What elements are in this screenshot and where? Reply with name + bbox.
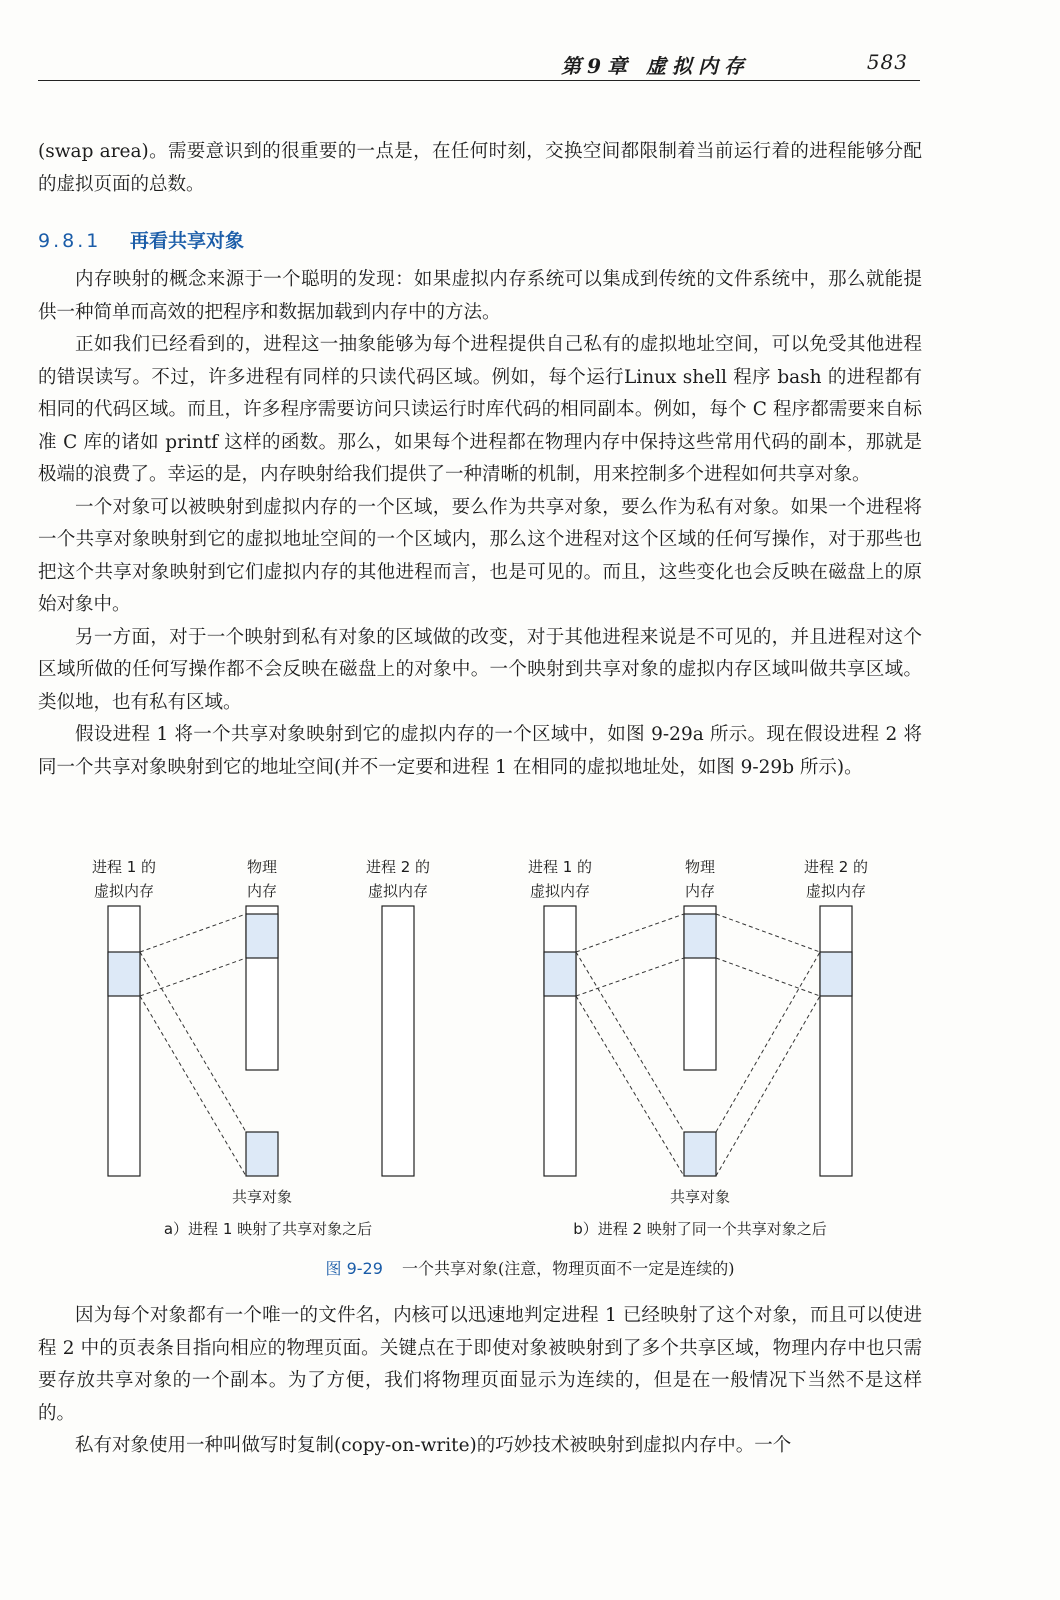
b-process2-shared-region	[820, 952, 852, 996]
body-text-before-figure	[38, 264, 922, 784]
paragraph-5: 假设进程 1 将一个共享对象映射到它的虚拟内存的一个区域中，如图 9-29a 所示。现在假设进程 2 将同一个共享对象映射到它的地址空间(并不一定要和进程 1 在相同的虚拟地址处，如图 9-29b 所示)。	[38, 724, 922, 778]
body-text-after-figure	[38, 1300, 922, 1463]
top-paragraph-block	[38, 136, 922, 201]
a-subcaption: a）进程 1 映射了共享对象之后	[163, 1220, 373, 1238]
a-p1-label-1: 进程 1 的	[91, 858, 157, 876]
b-phys-label-2: 内存	[684, 882, 716, 900]
page-number: 583	[866, 50, 908, 74]
paragraph-2: 正如我们已经看到的，进程这一抽象能够为每个进程提供自己私有的虚拟地址空间，可以免受其他进程的错误读写。不过，许多进程有同样的只读代码区域。例如，每个运行Linux shell 程序 bash 的进程都有相同的代码区域。而且，许多程序需要访问只读运行时库代码的相同副本。例如，每个 C 程序都需要来自标准 C 库的诸如 printf 这样的函数。那么，如果每个进程都在物理内存中保持这些常用代码的副本，那就是极端的浪费了。幸运的是，内存映射给我们提供了一种清晰的机制，用来控制多个进程如何共享对象。	[38, 334, 922, 485]
a-phys-label-2: 内存	[246, 882, 278, 900]
figure-caption	[0, 1256, 1060, 1279]
a-process2-vm	[382, 906, 414, 1176]
section-heading	[38, 226, 244, 253]
paragraph-3: 一个对象可以被映射到虚拟内存的一个区域，要么作为共享对象，要么作为私有对象。如果一个进程将一个共享对象映射到它的虚拟地址空间的一个区域内，那么这个进程对这个区域的任何写操作，对于那些也把这个共享对象映射到它们虚拟内存的其他进程而言，也是可见的。而且，这些变化也会反映在磁盘上的原始对象中。	[38, 496, 922, 615]
a-physical-shared-page	[246, 914, 278, 958]
b-process1-vm	[544, 906, 576, 1176]
paragraph-1: 内存映射的概念来源于一个聪明的发现：如果虚拟内存系统可以集成到传统的文件系统中，那么就能提供一种简单而高效的把程序和数据加载到内存中的方法。	[38, 269, 922, 323]
b-p2-label-1: 进程 2 的	[803, 858, 869, 876]
b-p2-label-2: 虚拟内存	[805, 882, 867, 900]
b-subcaption: b）进程 2 映射了同一个共享对象之后	[573, 1220, 827, 1238]
b-shared-object-label: 共享对象	[669, 1188, 731, 1206]
a-mapping-lines	[140, 914, 246, 1176]
section-number: 9.8.1	[38, 230, 102, 252]
section-title: 再看共享对象	[129, 230, 244, 252]
chapter-title: 第9章 虚拟内存	[561, 54, 750, 78]
paragraph-4: 另一方面，对于一个映射到私有对象的区域做的改变，对于其他进程来说是不可见的，并且进程对这个区域所做的任何写操作都不会反映在磁盘上的对象中。一个映射到共享对象的虚拟内存区域叫做共享区域。类似地，也有私有区域。	[38, 626, 922, 713]
a-phys-label-1: 物理	[246, 858, 278, 876]
a-p1-label-2: 虚拟内存	[93, 882, 155, 900]
top-paragraph: (swap area)。需要意识到的很重要的一点是，在任何时刻，交换空间都限制着当前运行着的进程能够分配的虚拟页面的总数。	[38, 141, 922, 195]
paragraph-7: 私有对象使用一种叫做写时复制(copy-on-write)的巧妙技术被映射到虚拟内存中。一个	[75, 1435, 792, 1456]
a-process1-shared-region	[108, 952, 140, 996]
b-p1-label-2: 虚拟内存	[529, 882, 591, 900]
a-p2-label-2: 虚拟内存	[367, 882, 429, 900]
b-p1-label-1: 进程 1 的	[527, 858, 593, 876]
a-shared-object-label: 共享对象	[231, 1188, 293, 1206]
paragraph-6: 因为每个对象都有一个唯一的文件名，内核可以迅速地判定进程 1 已经映射了这个对象，而且可以使进程 2 中的页表条目指向相应的物理页面。关键点在于即使对象被映射到了多个共享区域，物理内存中也只需要存放共享对象的一个副本。为了方便，我们将物理页面显示为连续的，但是在一般情况下当然不是这样的。	[38, 1305, 922, 1424]
b-physical-shared-page	[684, 914, 716, 958]
page-header	[38, 48, 920, 81]
a-process1-vm	[108, 906, 140, 1176]
a-physical-memory-bottom	[246, 1132, 278, 1176]
figure-caption-text: 一个共享对象(注意，物理页面不一定是连续的)	[402, 1259, 735, 1278]
b-physical-memory-bottom	[684, 1132, 716, 1176]
b-process2-vm	[820, 906, 852, 1176]
shared-object-diagram	[0, 852, 1060, 1252]
b-phys-label-1: 物理	[684, 858, 716, 876]
b-process1-shared-region	[544, 952, 576, 996]
figure-number: 图 9-29	[325, 1259, 383, 1278]
a-p2-label-1: 进程 2 的	[365, 858, 431, 876]
